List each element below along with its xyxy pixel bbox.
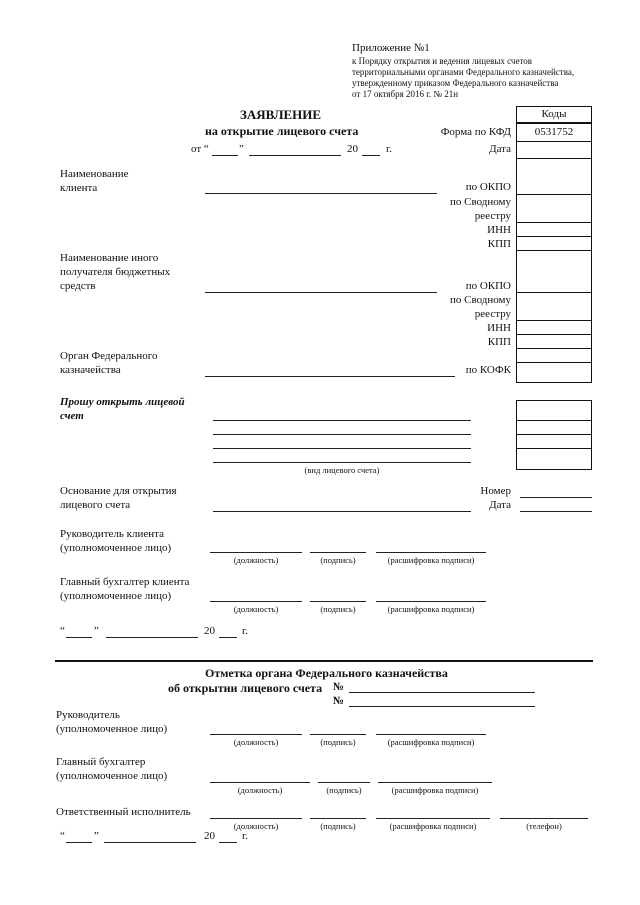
codes-divider [516, 348, 592, 349]
mark-head-label-2: (уполномоченное лицо) [56, 723, 168, 735]
request-label-2: счет [60, 410, 84, 422]
account-type-line-2[interactable] [213, 434, 471, 435]
head-decoding-caption: (расшифровка подписи) [387, 555, 475, 565]
form-code-value: 0531752 [534, 126, 574, 138]
date2-day-line[interactable] [66, 842, 92, 843]
head-position-line[interactable] [210, 552, 302, 553]
client-head-label-1: Руководитель клиента [60, 528, 164, 540]
appendix-line-1: Приложение №1 [352, 42, 430, 54]
mark-head-signature-caption: (подпись) [320, 737, 356, 747]
executor-signature-line[interactable] [310, 818, 366, 819]
other-label-2: получателя бюджетных [60, 266, 171, 278]
mark-acc-signature-line[interactable] [318, 782, 370, 783]
date1-quote-open: “ [60, 625, 65, 637]
date1-year-line[interactable] [219, 637, 237, 638]
client-okpo-label: по ОКПО [465, 181, 511, 193]
date-prefix: от “ [191, 143, 209, 155]
date1-quote-close: ” [94, 625, 99, 637]
executor-decoding-line[interactable] [376, 818, 490, 819]
other-inn-label: ИНН [487, 322, 511, 334]
client-label-1: Наименование [60, 168, 129, 180]
mark-head-position-line[interactable] [210, 734, 302, 735]
codes-divider [516, 292, 592, 293]
date1-suffix: г. [242, 625, 249, 637]
other-svod-label-2: реестру [474, 308, 511, 320]
account-type-line-3[interactable] [213, 448, 471, 449]
date-year: 20 [347, 143, 358, 155]
codes-divider [516, 320, 592, 321]
date-month-line[interactable] [249, 155, 341, 156]
account-type-line-4[interactable] [213, 462, 471, 463]
form-subtitle: на открытие лицевого счета [205, 124, 359, 138]
form-code-label: Форма по КФД [440, 126, 511, 138]
mark-acc-signature-caption: (подпись) [326, 785, 362, 795]
mark-number-sign-2: № [333, 695, 345, 707]
executor-phone-caption: (телефон) [526, 821, 562, 831]
codes-divider [516, 236, 592, 237]
client-inn-label: ИНН [487, 224, 511, 236]
mark-acc-position-caption: (должность) [237, 785, 283, 795]
other-kpp-label: КПП [487, 336, 511, 348]
codes-divider [516, 362, 592, 363]
kofk-label: по КОФК [465, 364, 511, 376]
codes-divider [516, 448, 592, 449]
date-day-line[interactable] [212, 155, 238, 156]
appendix-line-3: территориальными органами Федерального казначейства, [352, 67, 575, 77]
basis-date-line[interactable] [520, 511, 592, 512]
basis-number-label: Номер [480, 485, 511, 497]
appendix-line-5: от 17 октября 2016 г. № 21н [352, 89, 459, 99]
mark-acc-decoding-caption: (расшифровка подписи) [391, 785, 479, 795]
date2-quote-open: “ [60, 830, 65, 842]
treasury-label-1: Орган Федерального [60, 350, 158, 362]
date2-suffix: г. [242, 830, 249, 842]
client-acc-label-2: (уполномоченное лицо) [60, 590, 172, 602]
codes-date-label: Дата [489, 143, 511, 155]
acc-signature-line[interactable] [310, 601, 366, 602]
head-signature-caption: (подпись) [320, 555, 356, 565]
mark-title-1: Отметка органа Федерального казначейства [205, 666, 448, 680]
form-title: ЗАЯВЛЕНИЕ [240, 107, 322, 122]
appendix-line-4: утвержденному приказом Федерального казначейства [352, 78, 559, 88]
executor-signature-caption: (подпись) [320, 821, 356, 831]
other-okpo-label: по ОКПО [465, 280, 511, 292]
codes-column-main [516, 123, 592, 383]
mark-head-signature-line[interactable] [310, 734, 366, 735]
acc-position-caption: (должность) [233, 604, 279, 614]
mark-head-label-1: Руководитель [56, 709, 120, 721]
account-type-caption: (вид лицевого счета) [304, 465, 380, 475]
client-head-label-2: (уполномоченное лицо) [60, 542, 172, 554]
mark-head-decoding-line[interactable] [376, 734, 486, 735]
client-svod-label-2: реестру [474, 210, 511, 222]
acc-decoding-line[interactable] [376, 601, 486, 602]
acc-position-line[interactable] [210, 601, 302, 602]
executor-phone-line[interactable] [500, 818, 588, 819]
other-label-3: средств [60, 280, 96, 292]
mark-number-sign-1: № [333, 681, 345, 693]
mark-acc-label-1: Главный бухгалтер [56, 756, 146, 768]
other-label-1: Наименование иного [60, 252, 159, 264]
other-svod-label-1: по Сводному [449, 294, 511, 306]
basis-label-2: лицевого счета [60, 499, 131, 511]
client-acc-label-1: Главный бухгалтер клиента [60, 576, 190, 588]
codes-divider [516, 334, 592, 335]
client-svod-label-1: по Сводному [449, 196, 511, 208]
request-label-1: Прошу открыть лицевой [60, 396, 185, 408]
mark-executor-label: Ответственный исполнитель [56, 806, 191, 818]
codes-divider [516, 158, 592, 159]
date1-year: 20 [204, 625, 215, 637]
date1-month-line[interactable] [106, 637, 198, 638]
account-codes-box [516, 400, 592, 470]
date1-day-line[interactable] [66, 637, 92, 638]
executor-position-line[interactable] [210, 818, 302, 819]
date-suffix: г. [386, 143, 393, 155]
mark-acc-decoding-line[interactable] [378, 782, 492, 783]
head-decoding-line[interactable] [376, 552, 486, 553]
codes-divider [516, 222, 592, 223]
executor-decoding-caption: (расшифровка подписи) [389, 821, 477, 831]
mark-head-position-caption: (должность) [233, 737, 279, 747]
date-year-line[interactable] [362, 155, 380, 156]
basis-label-1: Основание для открытия [60, 485, 177, 497]
section-separator [55, 660, 593, 662]
treasury-label-2: казначейства [60, 364, 121, 376]
mark-acc-position-line[interactable] [210, 782, 310, 783]
codes-title: Коды [541, 108, 567, 120]
codes-divider [516, 141, 592, 142]
mark-title-2: об открытии лицевого счета [168, 681, 323, 695]
client-label-2: клиента [60, 182, 98, 194]
codes-divider [516, 194, 592, 195]
date2-year-line[interactable] [219, 842, 237, 843]
account-type-line-1[interactable] [213, 420, 471, 421]
codes-divider [516, 420, 592, 421]
mark-number-line-2[interactable] [349, 706, 535, 707]
head-signature-line[interactable] [310, 552, 366, 553]
date2-month-line[interactable] [104, 842, 196, 843]
basis-number-line[interactable] [520, 497, 592, 498]
acc-signature-caption: (подпись) [320, 604, 356, 614]
codes-divider [516, 250, 592, 251]
executor-position-caption: (должность) [233, 821, 279, 831]
mark-head-decoding-caption: (расшифровка подписи) [387, 737, 475, 747]
acc-decoding-caption: (расшифровка подписи) [387, 604, 475, 614]
mark-number-line-1[interactable] [349, 692, 535, 693]
head-position-caption: (должность) [233, 555, 279, 565]
mark-acc-label-2: (уполномоченное лицо) [56, 770, 168, 782]
basis-date-label: Дата [489, 499, 511, 511]
date2-year: 20 [204, 830, 215, 842]
appendix-line-2: к Порядку открытия и ведения лицевых счетов [352, 56, 533, 66]
codes-divider [516, 434, 592, 435]
date-mid: ” [239, 143, 244, 155]
client-kpp-label: КПП [487, 238, 511, 250]
date2-quote-close: ” [94, 830, 99, 842]
